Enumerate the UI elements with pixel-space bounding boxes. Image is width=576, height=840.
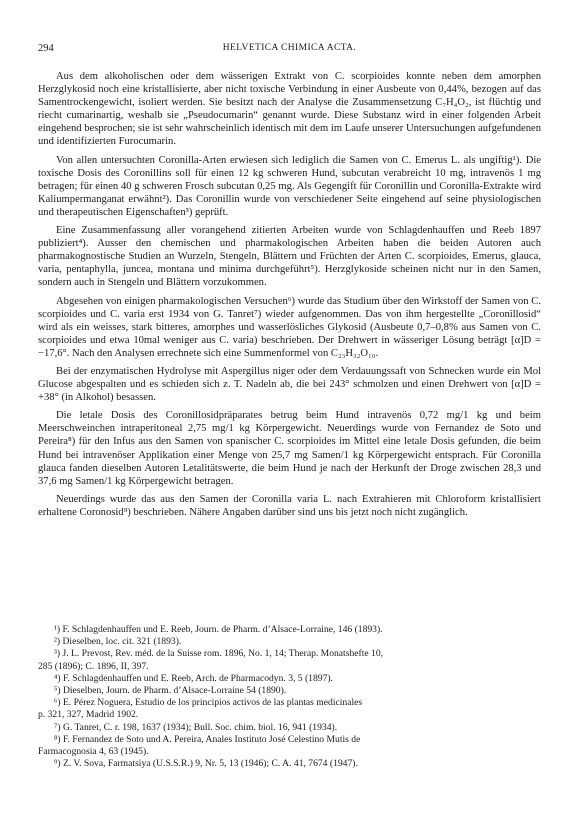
journal-title: HELVETICA CHIMICA ACTA. xyxy=(222,43,357,53)
footnote: ⁵) Dieselben, Journ. de Pharm. d’Alsace-Lorraine 54 (1890). xyxy=(54,685,287,697)
footnote: ⁶) E. Pérez Noguera, Estudio de los principios activos de las plantas medicinales xyxy=(54,697,363,709)
footnotes xyxy=(38,624,541,770)
paragraph: Von allen untersuchten Coronilla-Arten erwiesen sich lediglich die Samen von C. Emerus L. als ungiftig¹). Die toxische Dosis des Coronillins soll für einen 12 kg schweren Hund, subcutan verabreicht 10 mg, intravenös 1 mg betragen; für einen 40 g schweren Frosch subcutan 0,25 mg. Als Gegengift für Coronillin und Coronilla-Extrakte wird Kaliumpermanganat erwähnt²). Das Coronillin wurde von verschiedener Seite eingehend auf seine physiologischen und therapeutischen Eigenschaften³) geprüft. xyxy=(38,154,541,218)
footnote: ¹) F. Schlagdenhauffen und E. Reeb, Journ. de Pharm. d’Alsace-Lorraine, 146 (1893). xyxy=(54,624,383,635)
footnote: ⁸) F. Fernandez de Soto und A. Pereira, Anales Instituto José Celestino Mutis de xyxy=(54,733,361,745)
footnote: ⁴) F. Schlagdenhauffen und E. Reeb, Arch. de Pharmacodyn. 3, 5 (1897). xyxy=(54,672,333,684)
footnote: ⁷) G. Tanret, C. r. 198, 1637 (1934); Bull. Soc. chim. biol. 16, 941 (1934). xyxy=(54,721,338,733)
paragraph: Eine Zusammenfassung aller vorangehend zitierten Arbeiten wurde von Schlagdenhauffen und Reeb 1897 publiziert⁴). Ausser den chemischen und pharmakologischen Arbeiten haben die beiden Autoren auch pharmakognostische Studien an Wurzeln, Stengeln, Blättern und Früchten der Arten C. scorpioides, Emerus, glauca, varia, pentaphylla, juncea, montana und minima durchgeführt⁵). Herzglykoside scheinen nicht nur in den Samen, sondern auch in Stengeln und Blättern vorzukommen. xyxy=(38,225,541,289)
footnote: ³) J. L. Prevost, Rev. méd. de la Suisse rom. 1896, No. 1, 14; Therap. Monatshefte 10, xyxy=(54,648,384,660)
paragraph: Aus dem alkoholischen oder dem wässerigen Extrakt von C. scorpioides konnte neben dem amorphen Herzglykosid noch eine kristallisierte, aber nicht toxische Verbindung in einer Ausbeute von 0,44%, bezogen auf das Samentrockengewicht, isoliert werden. Sie besitzt nach der Analyse die Zusammensetzung C₇H₄O₂, ist flüchtig und riecht cumarinartig, weshalb sie „Pseudocumarin“ genannt wurde. Diese Substanz wird in einer folgenden Arbeit eingehend besprochen; sie ist sehr wahrscheinlich identisch mit dem im Laufe unserer Untersuchungen aufgefundenen und identifizierten Furocumarin. xyxy=(38,71,541,148)
paragraph: Bei der enzymatischen Hydrolyse mit Aspergillus niger oder dem Verdauungssaft von Schnecken wurde ein Mol Glucose abgespalten und es schieden sich z. T. Nadeln ab, die bei 243° schmolzen und einen Drehwert von [α]D = +38° (in Alkohol) besassen. xyxy=(38,365,541,404)
paragraph: Abgesehen von einigen pharmakologischen Versuchen⁶) wurde das Studium über den Wirkstoff der Samen von C. scorpioides und C. varia erst 1934 von G. Tanret⁷) wieder aufgenommen. Das von ihm hergestellte „Coronillosid“ wird als ein weisses, stark bitteres, amorphes und wasserlösliches Glykosid (Ausbeute 0,7–0,8% aus Samen von C. scorpioides und etwa 10mal weniger aus C. varia) beschrieben. Der Drehwert in wässeriger Lösung beträgt [α]D = −17,6°. Nach den Analysen errechnete sich eine Summenformel von C₂₃H₃₂O₁₀. xyxy=(38,295,541,359)
page-number: 294 xyxy=(38,43,54,54)
footnote-continuation: Farmacognosia 4, 63 (1945). xyxy=(38,746,149,758)
body-text xyxy=(38,70,541,519)
footnote: ⁹) Z. V. Sova, Farmatsiya (U.S.S.R.) 9, Nr. 5, 13 (1946); C. A. 41, 7674 (1947). xyxy=(54,758,358,770)
paragraph: Neuerdings wurde das aus den Samen der Coronilla varia L. nach Extrahieren mit Chloroform kristallisiert erhaltene Coronosid⁹) beschrieben. Nähere Angaben darüber sind uns bis jetzt noch nicht zugänglich. xyxy=(38,493,541,518)
running-header xyxy=(38,43,541,57)
footnote-continuation: p. 321, 327, Madrid 1902. xyxy=(38,709,139,721)
footnote: ²) Dieselben, loc. cit. 321 (1893). xyxy=(54,636,182,648)
footnote-continuation: 285 (1896); C. 1896, II, 397. xyxy=(38,660,149,672)
paragraph: Die letale Dosis des Coronillosidpräparates betrug beim Hund intravenös 0,72 mg/1 kg und beim Meerschweinchen intraperitoneal 2,75 mg/1 kg Körpergewicht. Neuerdings wurde von Fernandez de Soto und Pereira⁸) für den Infus aus den Samen von spanischer C. scorpioides im Mittel eine letale Dosis gefunden, die beim Hund bei intravenöser Applikation einer Menge von 25,7 mg Samen/1 kg Körpergewicht entsprach. Für Coronilla glauca fanden dieselben Autoren Letalitätswerte, die beim Hund je nach der Herkunft der Droge zwischen 28,3 und 37,6 mg Samen/1 kg Körpergewicht betragen. xyxy=(38,410,541,487)
